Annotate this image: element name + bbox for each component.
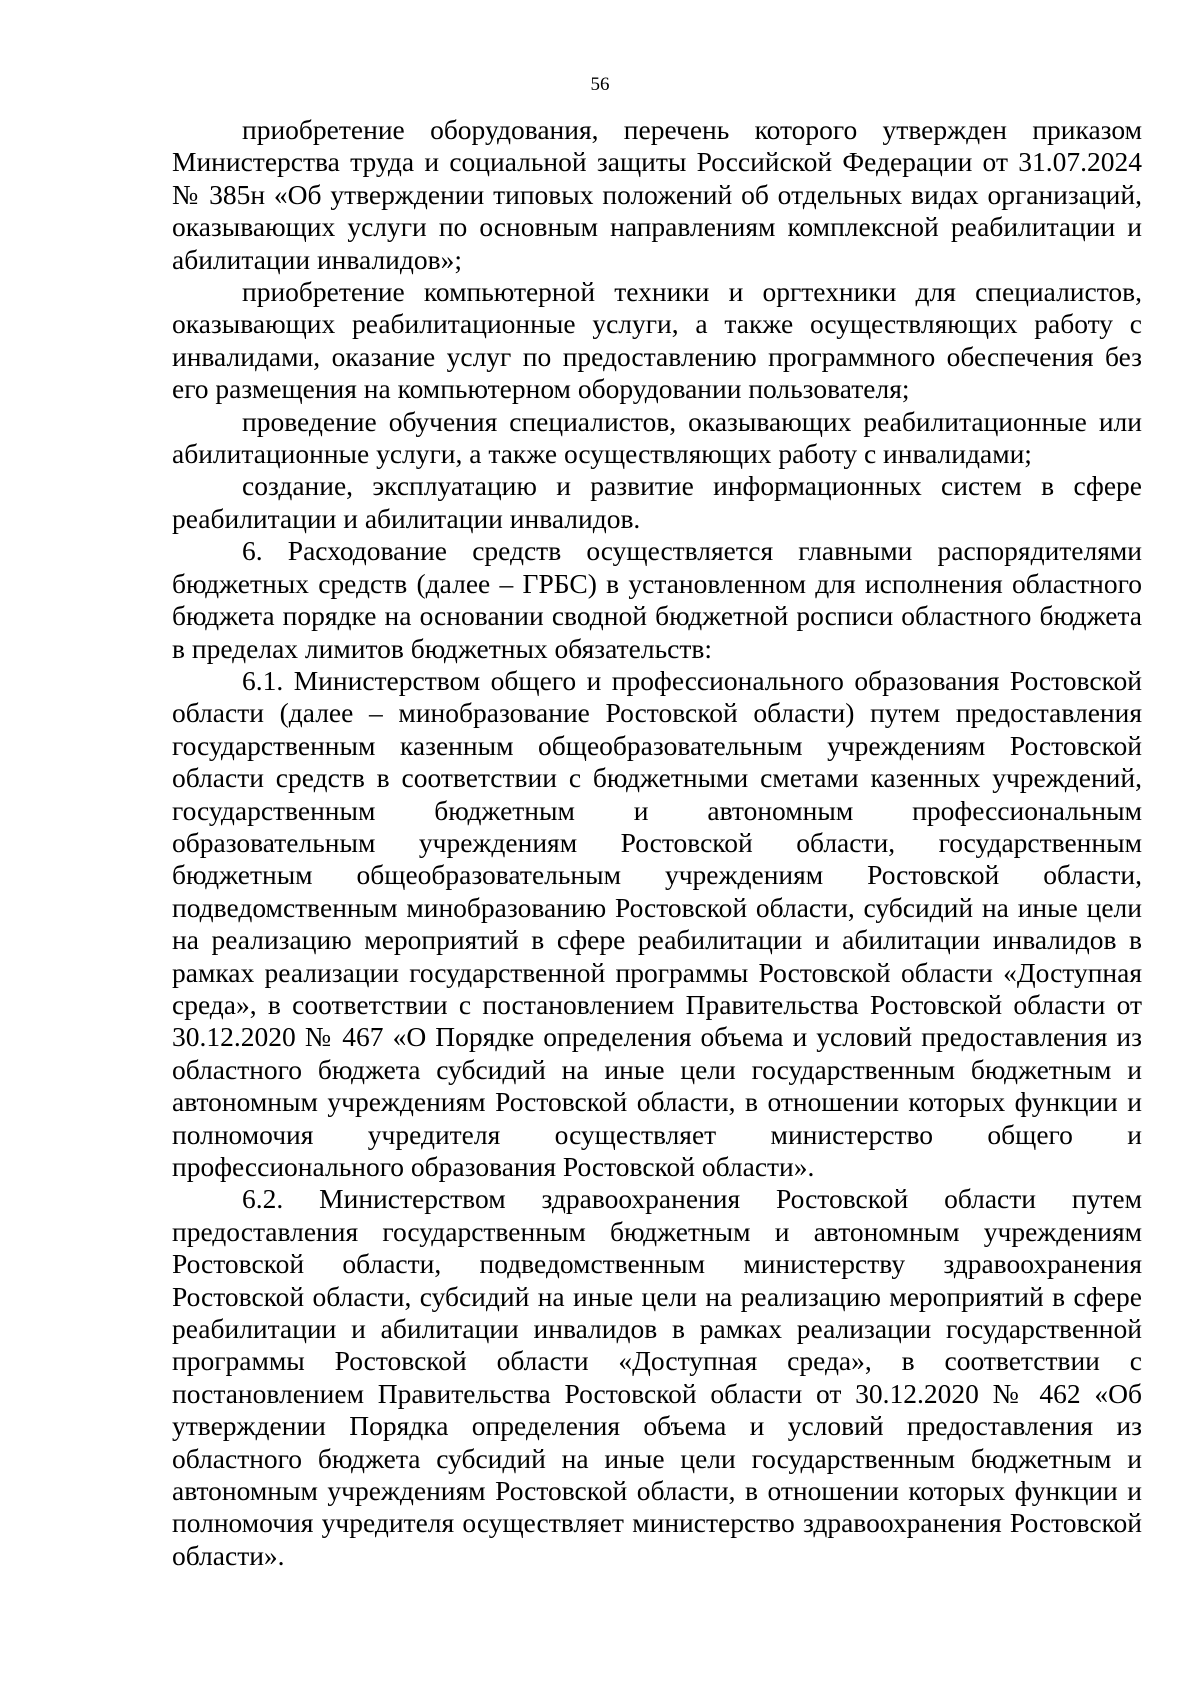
paragraph-equipment-purchase: приобретение оборудования, перечень которого утвержден приказом Министерства труда и социальной защиты Российской Федерации от 31.07.2024 № 385н «Об утверждении типовых положений об отдельных видах организаций, оказывающих услуги по основным направлениям комплексной реабилитации и абилитации инвалидов»; (172, 114, 1142, 275)
paragraph-section-6: 6. Расходование средств осуществляется главными распорядителями бюджетных средств (далее – ГРБС) в установленном для исполнения областного бюджета порядке на основании сводной бюджетной росписи областного бюджета в пределах лимитов бюджетных обязательств: (172, 535, 1142, 664)
document-body (172, 114, 1142, 1572)
paragraph-section-6-2: 6.2. Министерством здравоохранения Ростовской области путем предоставления государственным бюджетным и автономным учреждениям Ростовской области, подведомственным министерству здравоохранения Ростовской области, субсидий на иные цели на реализацию мероприятий в сфере реабилитации и абилитации инвалидов в рамках реализации государственной программы Ростовской области «Доступная среда», в соответствии с постановлением Правительства Ростовской области от 30.12.2020 № 462 «Об утверждении Порядка определения объема и условий предоставления из областного бюджета субсидий на иные цели государственным бюджетным и автономным учреждениям Ростовской области, в отношении которых функции и полномочия учредителя осуществляет министерство здравоохранения Ростовской области». (172, 1183, 1142, 1571)
page-number: 56 (590, 74, 610, 95)
paragraph-section-6-1: 6.1. Министерством общего и профессионального образования Ростовской области (далее – минобразование Ростовской области) путем предоставления государственным казенным общеобразовательным учреждениям Ростовской области средств в соответствии с бюджетными сметами казенных учреждений, государственным бюджетным и автономным профессиональным образовательным учреждениям Ростовской области, государственным бюджетным общеобразовательным учреждениям Ростовской области, подведомственным минобразованию Ростовской области, субсидий на иные цели на реализацию мероприятий в сфере реабилитации и абилитации инвалидов в рамках реализации государственной программы Ростовской области «Доступная среда», в соответствии с постановлением Правительства Ростовской области от 30.12.2020 № 467 «О Порядке определения объема и условий предоставления из областного бюджета субсидий на иные цели государственным бюджетным и автономным учреждениям Ростовской области, в отношении которых функции и полномочия учредителя осуществляет министерство общего и профессионального образования Ростовской области». (172, 664, 1142, 1182)
paragraph-information-systems: создание, эксплуатацию и развитие информационных систем в сфере реабилитации и абилитации инвалидов. (172, 470, 1142, 534)
paragraph-computer-equipment: приобретение компьютерной техники и оргтехники для специалистов, оказывающих реабилитационные услуги, а также осуществляющих работу с инвалидами, оказание услуг по предоставлению программного обеспечения без его размещения на компьютерном оборудовании пользователя; (172, 276, 1142, 405)
paragraph-specialist-training: проведение обучения специалистов, оказывающих реабилитационные или абилитационные услуги, а также осуществляющих работу с инвалидами; (172, 405, 1142, 470)
